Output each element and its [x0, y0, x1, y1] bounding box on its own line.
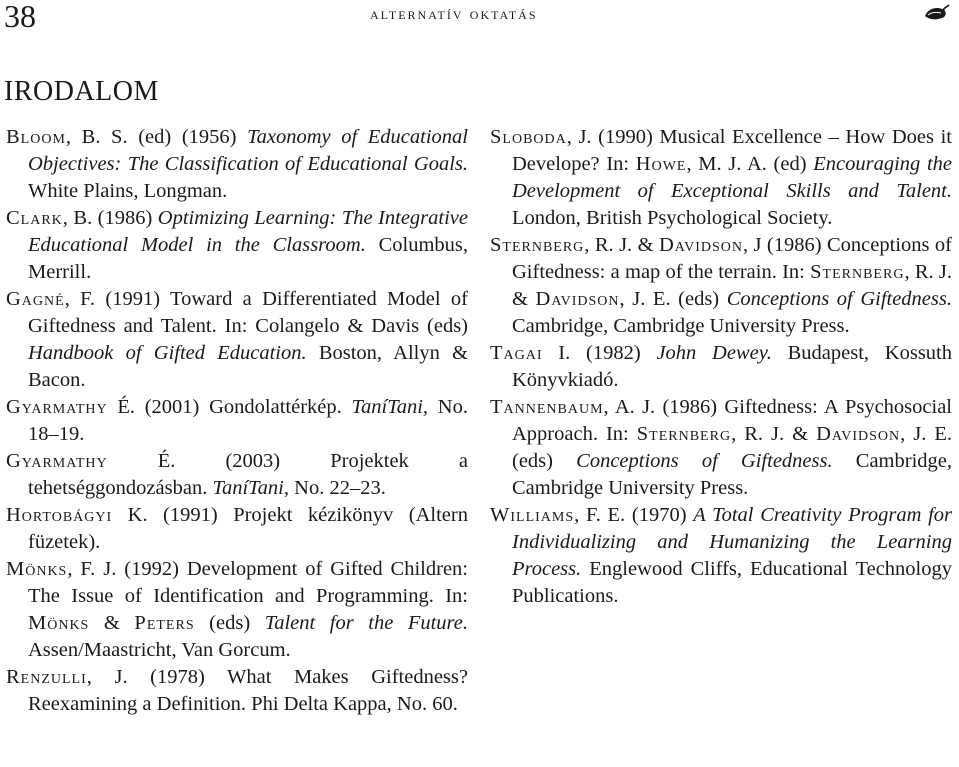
reference-text: , J. (1978) What Makes Giftedness? Reexamining a Definition. Phi Delta Kappa, No. 60. — [28, 666, 468, 715]
reference-text: É. (2003) Projektek a tehetséggondozásban. — [28, 450, 468, 499]
reference-entry — [6, 448, 468, 502]
reference-title: Encouraging the Development of Exceptional Skills and Talent. — [512, 153, 952, 202]
reference-title: Taxonomy of Educational Objectives: The Classification of Educational Goals. — [28, 126, 468, 175]
reference-entry — [6, 394, 468, 448]
running-head: alternatív oktatás — [370, 4, 538, 23]
reference-entry — [6, 664, 468, 718]
reference-text: & — [89, 612, 135, 634]
reference-entry — [6, 502, 468, 556]
reference-text: , A. J. (1986) Giftedness: A Psychosocial Approach. In: — [512, 396, 952, 445]
pepper-ornament-icon — [922, 4, 950, 30]
reference-author: Gyarmathy — [6, 396, 108, 418]
reference-title: Conceptions of Giftedness. — [726, 288, 952, 310]
reference-title: TaníTani, — [212, 477, 290, 499]
reference-text: Boston, Allyn & Bacon. — [28, 342, 468, 391]
reference-entry — [6, 205, 468, 286]
reference-entry — [490, 232, 952, 340]
reference-text: , F. (1991) Toward a Differentiated Model of Giftedness and Talent. In: Colangelo & Davis (eds) — [28, 288, 468, 337]
reference-author: Gyarmathy — [6, 450, 108, 472]
reference-title: Handbook of Gifted Education. — [28, 342, 307, 364]
reference-text: , J. (1990) Musical Excellence – How Does it Develope? In: — [512, 126, 952, 175]
reference-entry — [490, 340, 952, 394]
reference-author: Clark — [6, 207, 63, 229]
reference-title: Conceptions of Giftedness. — [576, 450, 833, 472]
reference-text: Budapest, Kossuth Könyvkiadó. — [512, 342, 952, 391]
reference-text: Englewood Cliffs, Educational Technology Publications. — [512, 558, 952, 607]
reference-author: Peters — [134, 612, 195, 634]
reference-text: No. 22–23. — [289, 477, 386, 499]
reference-entry — [490, 124, 952, 232]
reference-text: White Plains, Longman. — [28, 180, 228, 202]
reference-text: Cambridge, Cambridge University Press. — [512, 315, 850, 337]
reference-entry — [490, 502, 952, 610]
reference-text: , R. J. & — [584, 234, 659, 256]
reference-author: Sternberg — [636, 423, 732, 445]
reference-text: (eds) — [194, 612, 265, 634]
reference-title: TaníTani, — [351, 396, 429, 418]
reference-title: Optimizing Learning: The Integrative Educational Model in the Classroom. — [28, 207, 468, 256]
reference-author: Hortobágyi — [6, 504, 113, 526]
reference-text: Columbus, Merrill. — [28, 234, 469, 283]
reference-text: , F. E. (1970) — [574, 504, 694, 526]
reference-entry — [6, 124, 468, 205]
reference-entry — [490, 394, 952, 502]
reference-author: Davidson — [658, 234, 743, 256]
reference-title: Talent for the Future. — [264, 612, 468, 634]
reference-text: , F. J. (1992) Development of Gifted Children: The Issue of Identification and Programming. In: — [28, 558, 468, 607]
reference-text: London, British Psychological Society. — [512, 207, 833, 229]
reference-text: É. (2001) Gondolattérkép. — [107, 396, 352, 418]
reference-author: Mönks — [6, 558, 68, 580]
references-right-column — [490, 124, 952, 610]
reference-text: , R. J. & — [512, 261, 952, 310]
reference-text: No. 18–19. — [28, 396, 468, 445]
reference-author: Sloboda — [490, 126, 567, 148]
page-number: 38 — [4, 0, 36, 34]
reference-author: Renzulli — [6, 666, 87, 688]
reference-text: Cambridge, Cambridge University Press. — [512, 450, 952, 499]
reference-author: Williams — [490, 504, 575, 526]
references-left-column — [6, 124, 468, 718]
section-title: IRODALOM — [4, 76, 159, 107]
reference-author: Mönks — [28, 612, 90, 634]
reference-text: , J. E. (eds) — [619, 288, 727, 310]
reference-text: , M. J. A. (ed) — [686, 153, 814, 175]
reference-text: I. (1982) — [542, 342, 657, 364]
reference-entry — [6, 556, 468, 664]
reference-text: K. (1991) Projekt kézikönyv (Altern füzetek). — [28, 504, 468, 553]
reference-author: Sternberg — [810, 261, 905, 283]
reference-text: , R. J. & — [731, 423, 817, 445]
reference-author: Davidson — [535, 288, 620, 310]
reference-author: Tagai — [490, 342, 543, 364]
reference-text: , B. (1986) — [62, 207, 158, 229]
reference-entry — [6, 286, 468, 394]
reference-text: , B. S. (ed) (1956) — [65, 126, 248, 148]
reference-author: Sternberg — [490, 234, 585, 256]
reference-text: , J. E. (eds) — [512, 423, 952, 472]
reference-title: John Dewey. — [656, 342, 772, 364]
reference-text: Assen/Maastricht, Van Gorcum. — [28, 639, 291, 661]
reference-author: Tannenbaum — [490, 396, 604, 418]
reference-author: Bloom — [6, 126, 66, 148]
reference-author: Howe — [635, 153, 687, 175]
reference-author: Gagné — [6, 288, 65, 310]
reference-text: , J (1986) Conceptions of Giftedness: a map of the terrain. In: — [512, 234, 952, 283]
reference-author: Davidson — [816, 423, 901, 445]
reference-title: A Total Creativity Program for Individualizing and Humanizing the Learning Process. — [512, 504, 952, 580]
